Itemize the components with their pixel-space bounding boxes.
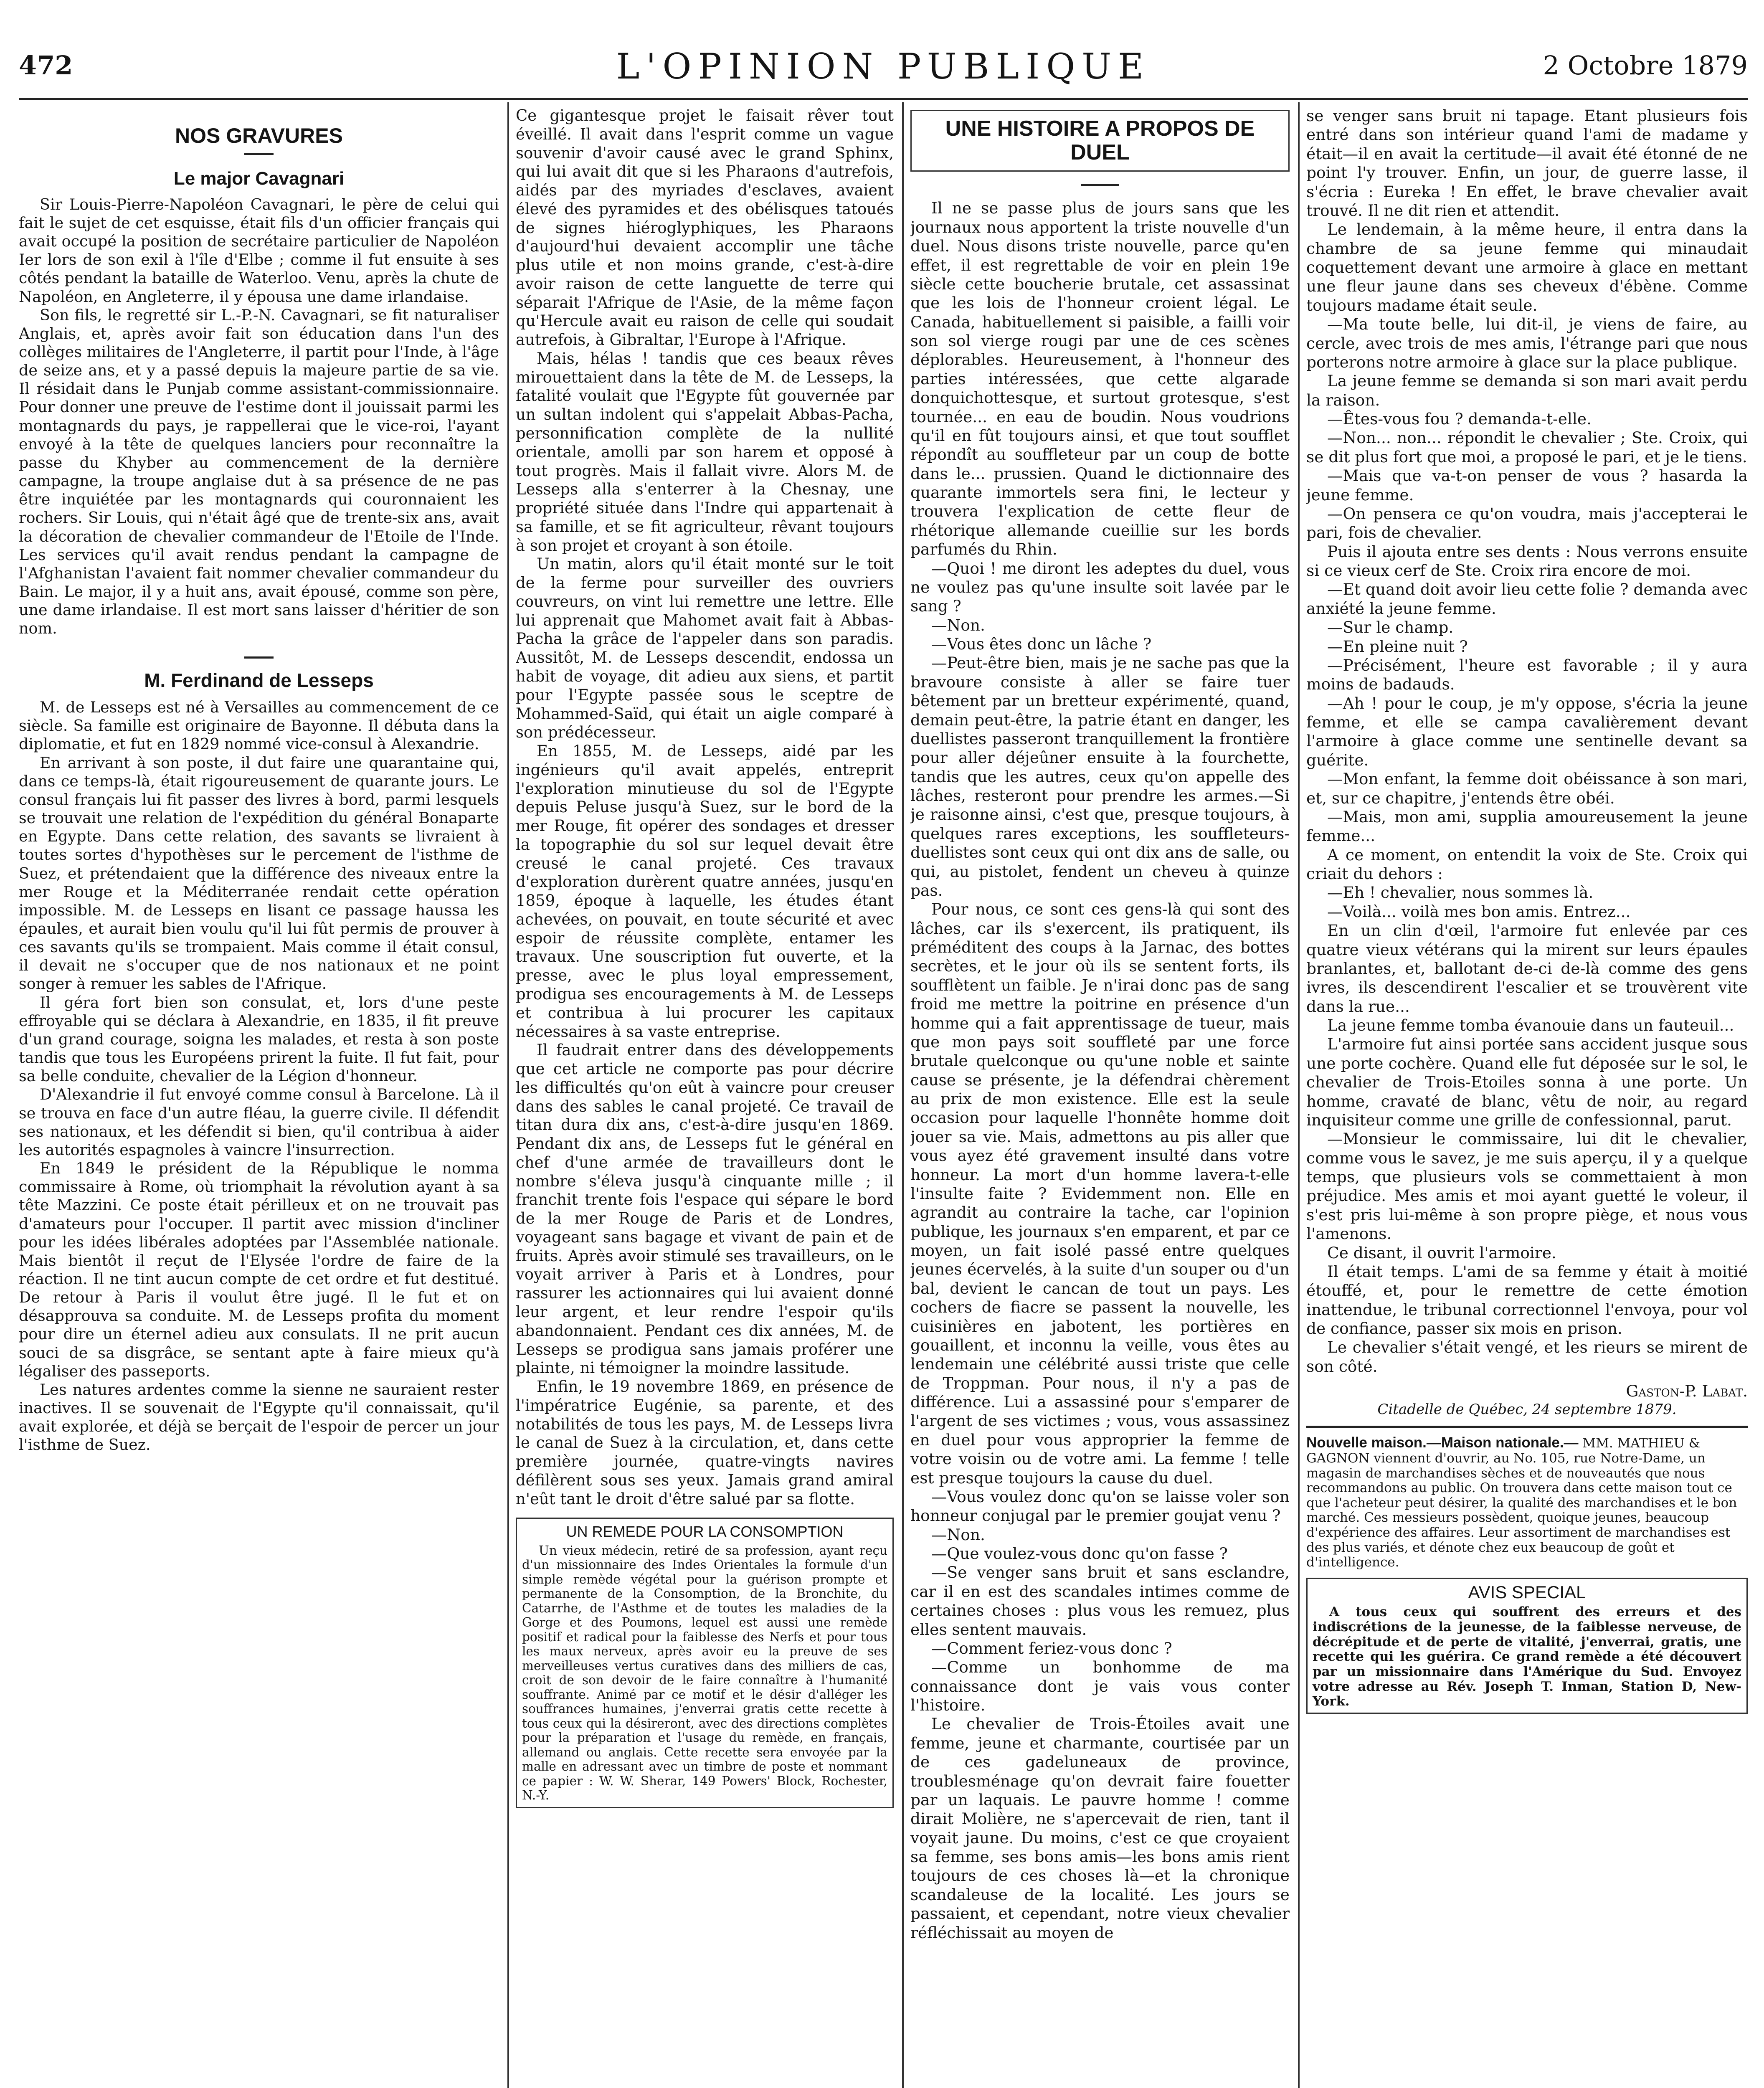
section-dash bbox=[244, 656, 274, 659]
column-duel-story bbox=[910, 106, 1290, 2088]
story-paragraph: —Comme un bonhomme de ma connaissance dont je vais vous conter l'histoire. bbox=[910, 1658, 1290, 1714]
ad-title: UN REMEDE POUR LA CONSOMPTION bbox=[566, 1523, 844, 1541]
duel-title-box bbox=[910, 110, 1290, 172]
story-paragraph: —Peut-être bien, mais je ne sache pas que la bravoure consiste à aller se faire tuer bêtement par un bretteur expérimenté, quand, demain peut-être, la patrie étant en danger, les duellistes passeront tranquillement la frontière pour aller déjeûner ensuite à la fourchette, tandis que les autres, ceux qu'on appelle des lâches, resteront pour prendre les armes.—Si je raisonne ainsi, c'est que, presque toujours, à quelques rares exceptions, les souffleteurs-duellistes sont ceux qui ont dix ans de salle, ou qui, au pistolet, fendent un cheveu à quinze pas. bbox=[910, 654, 1290, 900]
article-paragraph: Sir Louis-Pierre-Napoléon Cavagnari, le père de celui qui fait le sujet de cet esquisse, était fils d'un officier français qui avait occupé la position de secrétaire particulier de Napoléon Ier lors de son exil à l'île d'Elbe ; comme il fut ensuite à ses côtés pendant la bataille de Waterloo. Venu, après la chute de Napoléon, en Angleterre, il y épousa une dame irlandaise. bbox=[19, 195, 499, 306]
newspaper-title: L'OPINION PUBLIQUE bbox=[616, 46, 1151, 87]
story-paragraph: La jeune femme se demanda si son mari avait perdu la raison. bbox=[1306, 372, 1748, 409]
article-paragraph: Son fils, le regretté sir L.-P.-N. Cavagnari, se fit naturaliser Anglais, et, après avoir fait son éducation dans l'un des collèges militaires de l'Angleterre, il partit pour l'Inde, à l'âge de seize ans, et y a passé depuis la majeure partie de sa vie. Il résidait dans le Punjab comme assistant-commissionnaire. Pour donner une preuve de l'estime dont il jouissait parmi les montagnards du pays, je rappellerai que le vice-roi, l'ayant envoyé à la tête de quelques lanciers pour reconnaître la passe du Khyber au commencement de la dernière campagne, la troupe anglaise dut à sa présence de ne pas être inquiétée par les montagnards qui couronnaient les rochers. Sir Louis, qui n'était âgé que de trente-six ans, avait la décoration de chevalier commandeur de l'Etoile de l'Inde. Les services qu'il avait rendus pendant la campagne de l'Afghanistan l'avaient fait nommer chevalier commandeur du Bain. Le major, il y a huit ans, avait épousé, comme son père, une dame irlandaise. Il est mort sans laisser d'héritier de son nom. bbox=[19, 306, 499, 638]
story-paragraph: —Et quand doit avoir lieu cette folie ? demanda avec anxiété la jeune femme. bbox=[1306, 580, 1748, 618]
author-signature: Gaston-P. Labat. bbox=[1626, 1382, 1748, 1401]
signature-dateline: Citadelle de Québec, 24 septembre 1879. bbox=[1377, 1401, 1677, 1418]
column-divider bbox=[902, 102, 904, 2088]
notice-text: MM. MATHIEU & GAGNON viennent d'ouvrir, au No. 105, rue Notre-Dame, un magasin de marchandises sèches et de nouveautés que nous recommandons au public. On trouvera dans cette maison tout ce que l'acheteur peut désirer, la qualité des marchandises et le bon marché. Ces messieurs possèdent, quoique jeunes, beaucoup d'expérience des affaires. Leur assortiment de marchandises est des plus variés, et dénote chez eux beaucoup de goût et d'intelligence. bbox=[1306, 1435, 1737, 1570]
story-paragraph: —En pleine nuit ? bbox=[1327, 637, 1468, 656]
story-paragraph: —Se venger sans bruit et sans esclandre, car il en est des scandales intimes comme de certaines choses : plus vous les remuez, plus elles sentent mauvais. bbox=[910, 1563, 1290, 1639]
story-paragraph: —Que voulez-vous donc qu'on fasse ? bbox=[931, 1544, 1228, 1563]
story-paragraph: Le chevalier s'était vengé, et les rieurs se mirent de son côté. bbox=[1306, 1338, 1748, 1376]
article-paragraph: Mais, hélas ! tandis que ces beaux rêves mirouettaient dans la tête de M. de Lesseps, la fatalité voulait que l'Egypte fût gouvernée par un sultan indolent qui s'appelait Abbas-Pacha, personnification complète de la nullité orientale, amolli par son harem et opposé à tout progrès. Mais il fallait vivre. Alors M. de Lesseps alla s'enterrer à la Chesnay, une propriété située dans l'Indre qui appartenait à sa famille, et se fit agriculteur, rêvant toujours à son projet et croyant à son étoile. bbox=[516, 349, 894, 555]
article-paragraph: Il géra fort bien son consulat, et, lors d'une peste effroyable qui se déclara à Alexandrie, en 1835, il fit preuve d'un grand courage, soigna les malades, et resta à son poste tandis que tous les Européens prirent la fuite. Il fut fait, pour sa belle conduite, chevalier de la Légion d'honneur. bbox=[19, 993, 499, 1085]
notice-text: A tous ceux qui souffrent des erreurs et des indiscrétions de la jeunesse, de la faiblesse nerveuse, de décrépitude et de perte de vitalité, j'enverrai, gratis, une recette qui les guérira. Ce grand remède a été découvert par un missionnaire dans l'Amérique du Sud. Envoyez votre adresse au Rév. Joseph T. Inman, Station D, New-York. bbox=[1313, 1604, 1741, 1709]
story-paragraph: —Ma toute belle, lui dit-il, je viens de faire, au cercle, avec trois de mes amis, l'étrange pari que nous porterons notre armoire à glace sur la place publique. bbox=[1306, 315, 1748, 371]
article-paragraph: M. de Lesseps est né à Versailles au commencement de ce siècle. Sa famille est originaire de Bayonne. Il débuta dans la diplomatie, et fut en 1829 nommé vice-consul à Alexandrie. bbox=[19, 698, 499, 753]
story-paragraph: Il ne se passe plus de jours sans que les journaux nous apportent la triste nouvelle d'un duel. Nous disons triste nouvelle, parce qu'en effet, il est regrettable de voir en plein 19e siècle cette boucherie brutale, cet assassinat que les lois de l'honneur croient légal. Le Canada, habituellement si paisible, a failli voir son sol vierge rougi par une de ces scènes déplorables. Heureusement, à l'honneur des parties intéressées, que cette algarade donquichottesque, et surtout grotesque, s'est tournée... en eau de boudin. Nous voudrions qu'il en fût toujours ainsi, et que tout soufflet répondît au souffleteur par un coup de botte dans le... prussien. Quand le dictionnaire des quarante immortels sera fini, le lecteur y trouvera l'explication de cette fleur de rhétorique allemande cueillie sur les bords parfumés du Rhin. bbox=[910, 199, 1290, 559]
story-paragraph: —Précisément, l'heure est favorable ; il y aura moins de badauds. bbox=[1306, 656, 1748, 694]
section-rule bbox=[1306, 1426, 1748, 1428]
story-paragraph: Le lendemain, à la même heure, il entra dans la chambre de sa jeune femme qui minaudait coquettement devant une armoire à glace en mettant une fleur jaune dans ses cheveux d'ébène. Comme toujours madame était seule. bbox=[1306, 220, 1748, 314]
article-paragraph: Enfin, le 19 novembre 1869, en présence de l'impératrice Eugénie, sa parente, et des notabilités de tous les pays, M. de Lesseps livra le canal de Suez à la circulation, et, dans cette première journée, quatre-vingts navires défilèrent sous ses yeux. Jamais grand amiral n'eût tant le droit d'être salué par sa flotte. bbox=[516, 1378, 894, 1508]
story-paragraph: En un clin d'œil, l'armoire fut enlevée par ces quatre vieux vétérans qui la mirent sur leurs épaules branlantes, et, ballotant de-ci de-là comme des gens ivres, ils descendirent l'escalier et se trouvèrent vite dans la rue... bbox=[1306, 921, 1748, 1016]
story-paragraph: —Eh ! chevalier, nous sommes là. bbox=[1327, 883, 1594, 902]
article-paragraph: Ce gigantesque projet le faisait rêver tout éveillé. Il avait dans l'esprit comme un vague souvenir d'avoir causé avec le grand Sphinx, qui lui avait dit que si les Pharaons d'autrefois, aidés par des myriades d'esclaves, avaient élevé des pyramides et des obélisques tatoués de signes hiéroglyphiques, les Pharaons d'aujourd'hui devaient accomplir une tâche plus utile et non moins grande, c'est-à-dire avoir raison de cette languette de terre qui séparait l'Afrique de l'Asie, de la même façon qu'Hercule avait eu raison de celle qui soudait autrefois, à Gibraltar, l'Europe à l'Afrique. bbox=[516, 106, 894, 349]
title-dash bbox=[244, 153, 274, 155]
story-paragraph: Puis il ajouta entre ses dents : Nous verrons ensuite si ce vieux cerf de Ste. Croix rira encore de moi. bbox=[1306, 542, 1748, 580]
article-title: M. Ferdinand de Lesseps bbox=[144, 669, 374, 692]
story-paragraph: —On pensera ce qu'on voudra, mais j'accepterai le pari, fois de chevalier. bbox=[1306, 504, 1748, 542]
column-duel-continued bbox=[1306, 106, 1748, 2088]
story-paragraph: Il était temps. L'ami de sa femme y était à moitié étouffé, et, pour le remettre de cette émotion inattendue, le tribunal correctionnel l'envoya, pour vol de confiance, passer six mois en prison. bbox=[1306, 1262, 1748, 1338]
story-paragraph: —Monsieur le commissaire, lui dit le chevalier, comme vous le savez, je me suis aperçu, il y a quelque temps, que plusieurs vols se commettaient à mon préjudice. Mes amis et moi ayant guetté le voleur, il s'est pris lui-même à son propre piège, et nous vous l'amenons. bbox=[1306, 1130, 1748, 1243]
story-paragraph: L'armoire fut ainsi portée sans accident jusque sous une porte cochère. Quand elle fut déposée sur le sol, le chevalier de Trois-Etoiles sonna à une porte. Un homme, cravaté de blanc, vêtu de noir, au regard inquisiteur comme une grille de confessionnal, parut. bbox=[1306, 1035, 1748, 1129]
section-title: NOS GRAVURES bbox=[175, 124, 343, 147]
story-paragraph: —Sur le champ. bbox=[1327, 618, 1454, 637]
story-paragraph: —Mon enfant, la femme doit obéissance à son mari, et, sur ce chapitre, j'entends être obéi. bbox=[1306, 770, 1748, 807]
ad-text: Un vieux médecin, retiré de sa profession, ayant reçu d'un missionnaire des Indes Orientales la formule d'un simple remède végétal pour la guérison prompte et permanente de la Consomption, de la Bronchite, du Catarrhe, de l'Asthme et de toutes les maladies de la Gorge et des Poumons, lequel est aussi une remède positif et radical pour la faiblesse des Nerfs et pour tous les maux nerveux, après avoir eu la preuve de ses merveilleuses vertus curatives dans des milliers de cas, croit de son devoir de le faire connaître à l'humanité souffrante. Animé par ce motif et le désir d'alléger les souffrances humaines, j'enverrai gratis cette recette à tous ceux qui la désireront, avec des directions complètes pour la préparation et l'usage du remède, en français, allemand ou anglais. Cette recette sera envoyée par la malle en adressant avec un timbre de poste et nommant ce papier : W. W. Sherar, 149 Powers' Block, Rochester, N.-Y. bbox=[522, 1543, 887, 1803]
story-paragraph: —Ah ! pour le coup, je m'y oppose, s'écria la jeune femme, et elle se campa cavalièrement devant l'armoire à glace comme une sentinelle devant sa guérite. bbox=[1306, 694, 1748, 769]
article-paragraph: En 1849 le président de la République le nomma commissaire à Rome, où triomphait la révolution ayant à sa tête Mazzini. Ce poste était périlleux et on ne trouvait pas d'amateurs pour l'occuper. Il partit avec mission d'incliner pour les idées libérales adoptées par l'Assemblée nationale. Mais bientôt il reçut de l'Elysée l'ordre de faire de la réaction. Il ne tint aucun compte de cet ordre et fut destitué. De retour à Paris il voulut être jugé. Il le fut et on désapprouva sa conduite. M. de Lesseps profita du moment pour dire un éternel adieu aux consulats. Il ne prit aucun souci de sa disgrâce, se sentant apte à faire mieux qu'à légaliser des passeports. bbox=[19, 1159, 499, 1380]
article-paragraph: D'Alexandrie il fut envoyé comme consul à Barcelone. Là il se trouva en face d'un autre fléau, la guerre civile. Il défendit ses nationaux, et les défendit si bien, qu'il contribua à aider les autorités espagnoles à vaincre l'insurrection. bbox=[19, 1085, 499, 1159]
story-paragraph: A ce moment, on entendit la voix de Ste. Croix qui criait du dehors : bbox=[1306, 845, 1748, 883]
article-paragraph: En 1855, M. de Lesseps, aidé par les ingénieurs qu'il avait appelés, entreprit l'exploration minutieuse du sol de l'Egypte depuis Peluse jusqu'à Suez, sur le bord de la mer Rouge, fit opérer des sondages et dresser la topographie du sol sur lequel devait être creusé le canal projeté. Ces travaux d'exploration durèrent quatre années, jusqu'en 1859, époque à laquelle, les études étant achevées, on pouvait, en toute sécurité et avec espoir de réussite complète, entamer les travaux. Une souscription fut ouverte, et la presse, avec le plus loyal empressement, prodigua ses encouragements à M. de Lesseps et contribua à lui procurer les capitaux nécessaires à sa vaste entreprise. bbox=[516, 742, 894, 1041]
story-paragraph: Le chevalier de Trois-Étoiles avait une femme, jeune et charmante, courtisée par un de ces gadeluneaux de province, troublesménage qu'on devrait faire fouetter par un laquais. Le pauvre homme ! comme dirait Molière, ne s'apercevait de rien, tant il voyait jaune. Du moins, c'est ce que croyaient sa femme, ses bons amis—les bons amis rient toujours de ces choses là—et la chronique scandaleuse de la localité. Les jours se passaient, et cependant, notre vieux chevalier réfléchissait au moyen de bbox=[910, 1715, 1290, 1942]
story-paragraph: —Non. bbox=[931, 1525, 985, 1544]
title-dash bbox=[1081, 184, 1119, 186]
story-paragraph: —Non... non... répondit le chevalier ; Ste. Croix, qui se dit plus fort que moi, a proposé le pari, et je le tiens. bbox=[1306, 428, 1748, 466]
notice-maison-nationale bbox=[1306, 1434, 1748, 1570]
article-paragraph: Les natures ardentes comme la sienne ne sauraient rester inactives. Il se souvenait de l'Egypte qu'il connaissait, qu'il avait explorée, et déjà se berçait de l'espoir de percer un jour l'isthme de Suez. bbox=[19, 1380, 499, 1454]
story-paragraph: Ce disant, il ouvrit l'armoire. bbox=[1327, 1243, 1556, 1262]
column-lesseps-continued bbox=[516, 106, 894, 2088]
story-paragraph: —Vous voulez donc qu'on se laisse voler son honneur conjugal par le premier goujat venu ? bbox=[910, 1487, 1290, 1525]
story-paragraph: —Mais, mon ami, supplia amoureusement la jeune femme... bbox=[1306, 807, 1748, 845]
header-rule bbox=[19, 98, 1748, 100]
consumption-remedy-ad bbox=[516, 1518, 894, 1808]
story-paragraph: La jeune femme tomba évanouie dans un fauteuil... bbox=[1327, 1016, 1734, 1034]
notice-title: AVIS SPECIAL bbox=[1468, 1582, 1586, 1602]
issue-date: 2 Octobre 1879 bbox=[1543, 50, 1748, 81]
story-paragraph: Pour nous, ce sont ces gens-là qui sont des lâches, car ils s'exercent, ils pratiquent, ils préméditent des coups à la Jarnac, des bottes secrètes, et le jour où ils se sentent forts, ils soufflètent un faible. Je n'irai donc pas de sang froid me mettre la poitrine en présence d'un homme qui a fait apprentissage de tueur, mais que mon pays soit souffleté par une force brutale quelconque ou qu'une noble et sainte cause se présente, je la défendrai chèrement au prix de mon existence. Elle est la seule occasion pour laquelle l'honnête homme doit jouer sa vie. Mais, admettons au pis aller que vous ayez été gravement insulté dans votre honneur. La mort d'un homme lavera-t-elle l'insulte faite ? Evidemment non. Elle en agrandit au contraire la tache, car l'opinion publique, les journaux s'en emparent, et par ce moyen, un fait isolé passé entre quelques jeunes écervelés, à la suite d'un souper ou d'un bal, devient le cancan de tout un pays. Les cochers de fiacre se passent la nouvelle, les cuisinières en jabotent, les portières en gouaillent, et inconnu la veille, vous êtes au lendemain une célébrité aussi triste que celle de Troppman. Pour nous, il n'y a pas de différence. Lui a assassiné pour s'emparer de l'argent de ses victimes ; vous, vous assassinez en duel pour vous approprier la femme de votre voisin ou de votre ami. La femme ! telle est presque toujours la cause du duel. bbox=[910, 900, 1290, 1487]
story-paragraph: —Mais que va-t-on penser de vous ? hasarda la jeune femme. bbox=[1306, 466, 1748, 504]
column-gravures bbox=[19, 106, 499, 2088]
story-paragraph: —Êtes-vous fou ? demanda-t-elle. bbox=[1327, 410, 1592, 428]
notice-title: Nouvelle maison.—Maison nationale.— bbox=[1306, 1434, 1579, 1451]
page-header bbox=[19, 46, 1748, 92]
article-paragraph: En arrivant à son poste, il dut faire une quarantaine qui, dans ce temps-là, était rigoureusement de quarante jours. Le consul français lui fit passer des livres à bord, parmi lesquels se trouvait une relation de l'expédition du général Bonaparte en Egypte. Dans cette relation, des savants se livraient à toutes sortes d'hypothèses sur le percement de l'isthme de Suez, et prétendaient que la différence des niveaux entre la mer Rouge et la Méditerranée rendait cette opération impossible. M. de Lesseps en lisant ce passage haussa les épaules, et aurait bien voulu qu'il lui fût permis de prouver à ces savants qu'ils se trompaient. Mais comme il était consul, il devait ne s'occuper que de nos nationaux et ne point songer à remuer les sables de l'Afrique. bbox=[19, 753, 499, 993]
article-title: Le major Cavagnari bbox=[173, 168, 345, 189]
story-title: UNE HISTOIRE A PROPOS DE DUEL bbox=[945, 117, 1255, 165]
story-paragraph: —Voilà... voilà mes bon amis. Entrez... bbox=[1327, 902, 1631, 921]
page-number: 472 bbox=[19, 50, 73, 81]
article-paragraph: Un matin, alors qu'il était monté sur le toit de la ferme pour surveiller des ouvriers couvreurs, on vint lui remettre une lettre. Elle lui apprenait que Mahomet avait fait à Abbas-Pacha la grâce de l'appeler dans son paradis. Aussitôt, M. de Lesseps descendit, endossa un habit de voyage, dit adieu aux siens, et partit pour l'Egypte passée sous le sceptre de Mohammed-Saïd, qui était un aigle comparé à son prédécesseur. bbox=[516, 555, 894, 742]
column-divider bbox=[507, 102, 509, 2088]
column-divider bbox=[1298, 102, 1300, 2088]
story-paragraph: se venger sans bruit ni tapage. Etant plusieurs fois entré dans son intérieur quand l'ami de madame y était—il en avait la certitude—il avait été étonné de ne point l'y trouver. Enfin, un jour, de guerre lasse, il s'écria : Eureka ! En effet, le brave chevalier avait trouvé. Il ne dit rien et attendit. bbox=[1306, 106, 1748, 220]
story-paragraph: —Quoi ! me diront les adeptes du duel, vous ne voulez pas qu'une insulte soit lavée par le sang ? bbox=[910, 559, 1290, 616]
notice-avis-special bbox=[1306, 1578, 1748, 1714]
article-paragraph: Il faudrait entrer dans des développements que cet article ne comporte pas pour décrire les difficultés qu'on eût à vaincre pour creuser dans des sables le canal projeté. Ce travail de titan dura dix ans, c'est-à-dire jusqu'en 1869. Pendant dix ans, de Lesseps fut le général en chef d'une armée de travailleurs dont le nombre s'éleva jusqu'à cinquante mille ; il franchit trente fois l'espace qui sépare le bord de la mer Rouge de Paris et de Londres, voyageant sans bagage et vivant de pain et de fruits. Après avoir stimulé ses travailleurs, on le voyait arriver à Paris et à Londres, pour rassurer les actionnaires qui lui avaient donné leur argent, et leur rendre l'espoir qu'ils abandonnaient. Pendant ces dix années, M. de Lesseps se prodigua sans jamais proférer une plainte, ni témoigner la moindre lassitude. bbox=[516, 1041, 894, 1377]
story-paragraph: —Non. bbox=[931, 616, 985, 634]
story-paragraph: —Comment feriez-vous donc ? bbox=[931, 1639, 1172, 1657]
story-paragraph: —Vous êtes donc un lâche ? bbox=[931, 635, 1152, 653]
